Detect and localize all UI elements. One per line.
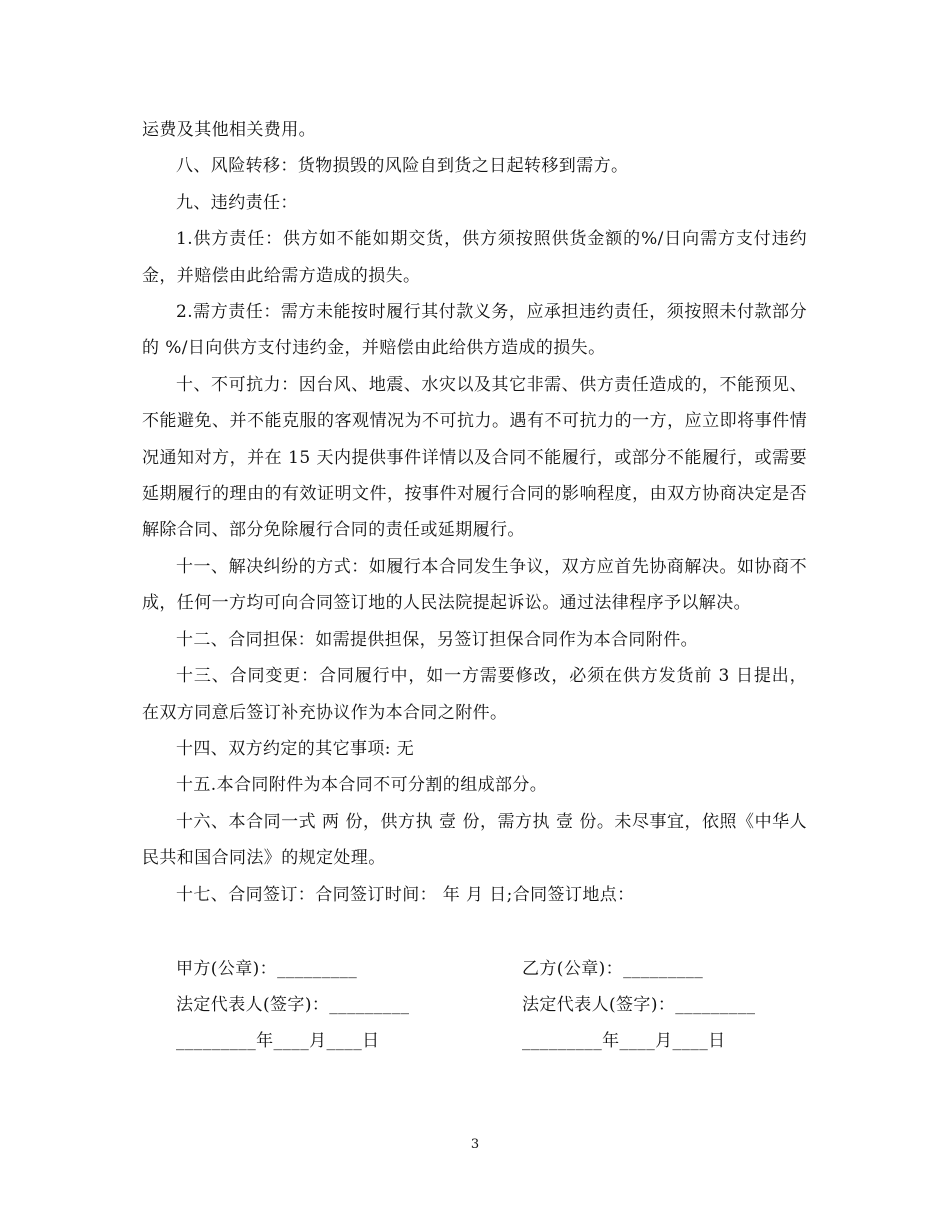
paragraph-contract-change: 十三、合同变更：合同履行中，如一方需要修改，必须在供方发货前 3 日提出，在双方同意后签订补充协议作为本合同之附件。 [142,666,807,723]
contract-body [142,112,807,913]
page-number: 3 [470,1137,480,1152]
paragraph-supplier-liability: 1.供方责任：供方如不能如期交货，供方须按照供货金额的%/日向需方支付违约金，并赔偿由此给需方造成的损失。 [142,229,807,286]
party-a-date-field: _________年____月____日 [176,1031,380,1051]
signature-row-date [176,1023,816,1059]
paragraph-breach-heading: 九、违约责任： [176,192,298,213]
paragraph-force-majeure: 十、不可抗力：因台风、地震、水灾以及其它非需、供方责任造成的，不能预见、不能避免、并不能克服的客观情况为不可抗力。遇有不可抗力的一方，应立即将事件情况通知对方，并在 15 天内提供事件详情以及合同不能履行，或部分不能履行，或需要延期履行的理由的有效证明文件，按事件对履行合同的影响程度，由双方协商决定是否解除合同、部分免除履行合同的责任或延期履行。 [142,374,807,541]
paragraph-fees-continued: 运费及其他相关费用。 [142,120,316,140]
paragraph-dispute-resolution: 十一、解决纠纷的方式：如履行本合同发生争议，双方应首先协商解决。如协商不成，任何一方均可向合同签订地的人民法院提起诉讼。通过法律程序予以解决。 [142,556,807,614]
party-b-date-field: _________年____月____日 [522,1031,726,1051]
party-b-representative-field: 法定代表人(签字)：_________ [522,995,756,1015]
paragraph-annex: 十五.本合同附件为本合同不可分割的组成部分。 [176,775,548,796]
party-a-seal-field: 甲方(公章)：_________ [176,959,358,979]
paragraph-signing: 十七、合同签订：合同签订时间： 年 月 日;合同签订地点： [176,884,635,905]
signature-row-seal [176,951,816,987]
paragraph-other-matters: 十四、双方约定的其它事项: 无 [176,738,415,759]
party-a-representative-field: 法定代表人(签字)：_________ [176,995,410,1015]
signature-row-representative [176,987,816,1023]
paragraph-buyer-liability: 2.需方责任：需方未能按时履行其付款义务，应承担违约责任，须按照未付款部分的 %/日向供方支付违约金，并赔偿由此给供方造成的损失。 [142,302,807,359]
party-b-seal-field: 乙方(公章)：_________ [522,959,704,979]
paragraph-copies: 十六、本合同一式 两 份，供方执 壹 份，需方执 壹 份。未尽事宜，依照《中华人民共和国合同法》的规定处理。 [142,811,807,869]
paragraph-guarantee: 十二、合同担保：如需提供担保，另签订担保合同作为本合同附件。 [176,629,698,650]
paragraph-risk-transfer: 八、风险转移：货物损毁的风险自到货之日起转移到需方。 [176,156,629,177]
